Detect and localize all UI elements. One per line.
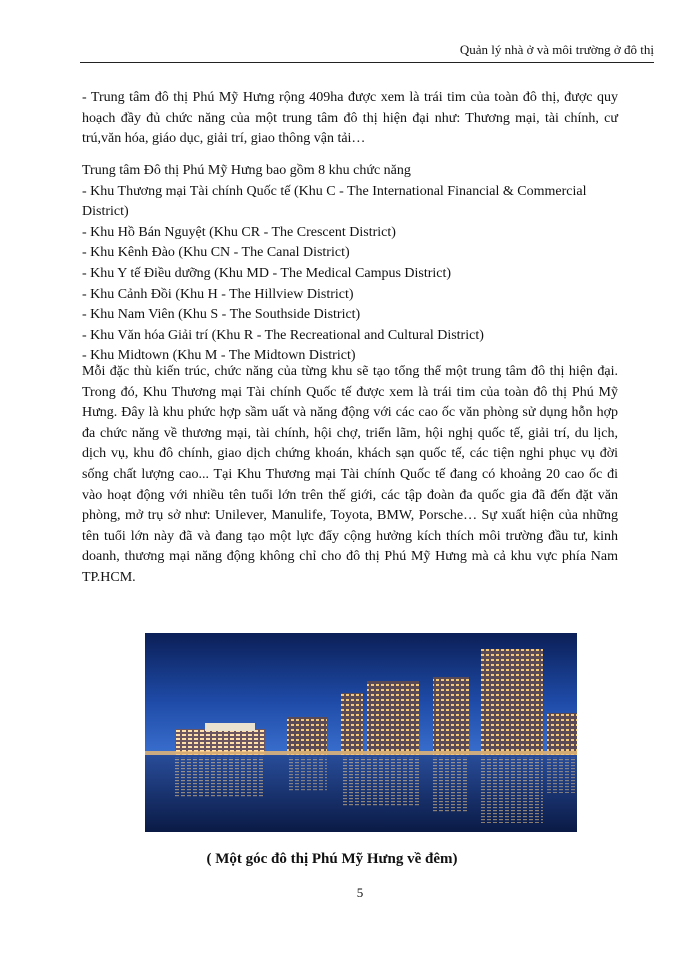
main-paragraph: Mỗi đặc thù kiến trúc, chức năng của từng khu sẽ tạo tổng thể một trung tâm đô thị hiện đại. Trong đó, Khu Thương mại Tài chính Quốc tế được xem là trái tim của toàn đô thị Phú Mỹ Hưng. Đây là khu phức hợp sầm uất và năng động với các cao ốc văn phòng sử dụng hỗn hợp đa chức năng về thương mại, tài chính, hội chợ, triển lãm, hội nghị quốc tế, giải trí, du lịch, dịch vụ, khu đô chính, giao dịch chứng khoán, khách sạn quốc tế, các tiện nghi phục vụ đời sống chất lượng cao... Tại Khu Thương mại Tài chính Quốc tế đang có khoảng 20 cao ốc đi vào hoạt động với nhiều tên tuổi lớn trên thế giới, các tập đoàn đa quốc gia đã đến đặt văn phòng, mở trụ sở như: Unilever, Manulife, Toyota, BMW, Porsche… Sự xuất hiện của những tên tuổi lớn này đã và đang tạo một lực đẩy cộng hưởng kích thích môi trường đầu tư, kinh doanh, thương mại năng động không chỉ cho đô thị Phú Mỹ Hưng mà cả khu vực phía Nam TP.HCM. (82, 364, 618, 585)
night-cityscape-photo (145, 633, 577, 832)
intro-paragraph: - Trung tâm đô thị Phú Mỹ Hưng rộng 409ha được xem là trái tim của toàn đô thị, được quy hoạch đầy đủ chức năng của một trung tâm đô thị hiện đại như: Thương mại, tài chính, cư trú,văn hóa, giáo dục, giải trí, giao thông vận tải… (82, 90, 618, 147)
figure-caption-text: ( Một góc đô thị Phú Mỹ Hưng về đêm) (206, 851, 458, 867)
district-item: - Khu Hồ Bán Nguyệt (Khu CR - The Crescent District) (82, 224, 396, 240)
districts-intro: Trung tâm Đô thị Phú Mỹ Hưng bao gồm 8 khu chức năng (82, 163, 411, 178)
district-item: - Khu Cảnh Đồi (Khu H - The Hillview District) (82, 286, 354, 302)
figure-caption (0, 851, 700, 868)
page-number (0, 885, 700, 901)
page-number-text: 5 (356, 885, 364, 900)
district-item: - Khu Nam Viên (Khu S - The Southside District) (82, 307, 361, 323)
district-item: - Khu Thương mại Tài chính Quốc tế (Khu C - The International Financial & Commercial District) (82, 183, 587, 220)
district-item: - Khu Y tế Điều dưỡng (Khu MD - The Medical Campus District) (82, 265, 452, 281)
district-item: - Khu Văn hóa Giải trí (Khu R - The Recreational and Cultural District) (82, 327, 484, 343)
header-rule (80, 62, 654, 63)
running-header: Quản lý nhà ở và môi trường ở đô thị (459, 42, 654, 57)
district-item: - Khu Kênh Đào (Khu CN - The Canal District) (82, 245, 350, 261)
districts-section (82, 161, 618, 367)
district-item: - Khu Midtown (Khu M - The Midtown District) (82, 348, 356, 364)
